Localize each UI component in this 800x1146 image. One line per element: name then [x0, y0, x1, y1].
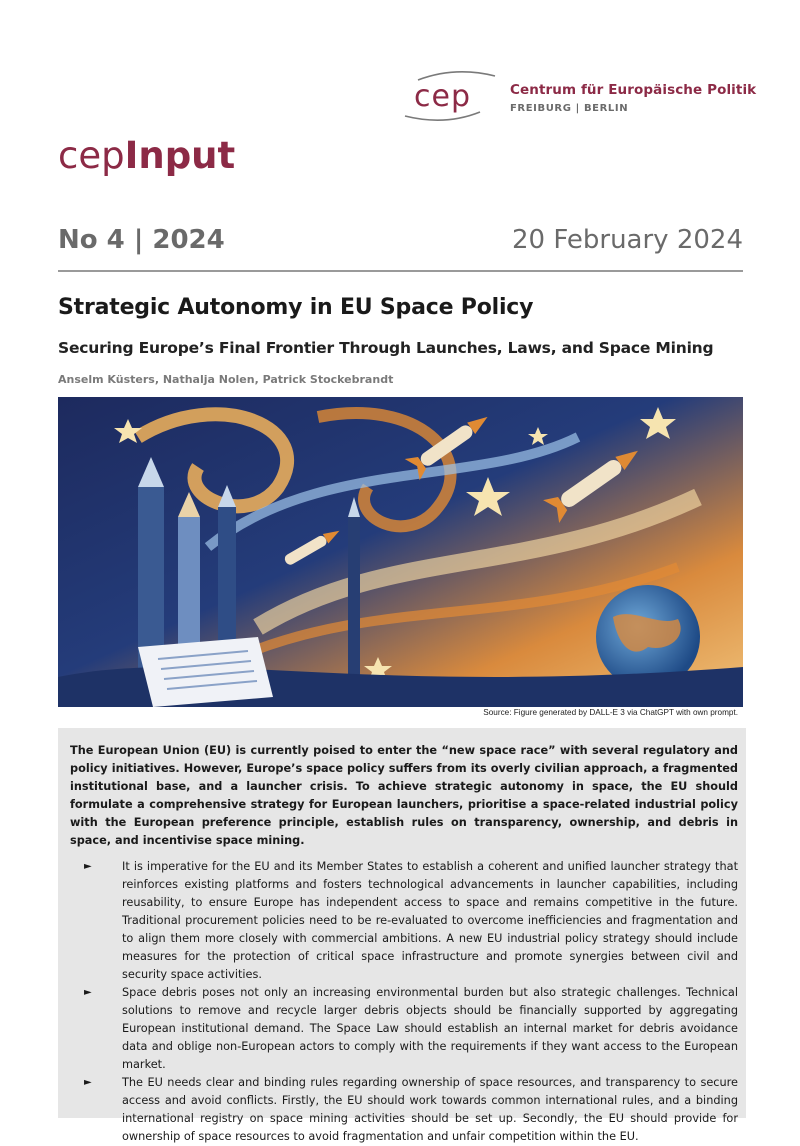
space-illustration-icon [58, 397, 743, 707]
list-item [70, 858, 738, 984]
cep-logo [400, 68, 757, 128]
bullet-arrow-icon: ► [84, 987, 92, 998]
cep-logo-mark [400, 68, 500, 128]
summary-points [70, 858, 738, 1146]
logo-mark-text: cep [414, 79, 471, 114]
summary-lead: The European Union (EU) is currently poised to enter the “new space race” with several regulatory and policy initiatives. However, Europe’s space policy suffers from its overly civilian approach, a fragmented institutional base, and a launcher crisis. To achieve strategic autonomy in space, the EU should formulate a comprehensive strategy for European launchers, prioritise a space-related industrial policy with the European preference principle, establish rules on transparency, ownership, and debris in space, and incentivise space mining. [70, 744, 738, 847]
issue-number: No 4 | 2024 [58, 225, 225, 255]
summary-box [58, 728, 746, 1143]
series-suffix: Input [124, 134, 236, 177]
cover-image [58, 397, 743, 707]
logo-text [510, 82, 756, 114]
divider [58, 270, 743, 272]
list-item [70, 984, 738, 1074]
authors: Anselm Küsters, Nathalja Nolen, Patrick Stockebrandt [58, 373, 394, 386]
organisation-cities: FREIBURG | BERLIN [510, 103, 629, 114]
series-title [58, 134, 235, 177]
bullet-arrow-icon: ► [84, 861, 92, 872]
point-text: Space debris poses not only an increasing environmental burden but also strategic challenges. Technical solutions to remove and recycle larger debris objects should be financially supported by aggregating European institutional demand. The Space Law should establish an internal market for debris avoidance data and oblige non-European actors to comply with the requirements if they want access to the European market. [122, 986, 738, 1071]
page-title: Strategic Autonomy in EU Space Policy [58, 295, 534, 320]
point-text: The EU needs clear and binding rules regarding ownership of space resources, and transparency to secure access and avoid conflicts. Firstly, the EU should work towards common international rules, and a binding international registry on space mining activities should be set up. Secondly, the EU should provide for ownership of space resources to avoid fragmentation and unfair competition within the EU. [122, 1076, 738, 1143]
issue-date: 20 February 2024 [512, 225, 743, 255]
list-item [70, 1074, 738, 1146]
page-subtitle: Securing Europe’s Final Frontier Through Launches, Laws, and Space Mining [58, 339, 714, 357]
image-source: Source: Figure generated by DALL-E 3 via ChatGPT with own prompt. [483, 708, 738, 717]
organisation-name: Centrum für Europäische Politik [510, 82, 757, 98]
series-prefix: cep [58, 134, 125, 177]
bullet-arrow-icon: ► [84, 1077, 92, 1088]
point-text: It is imperative for the EU and its Member States to establish a coherent and unified launcher strategy that reinforces existing platforms and fosters technological advancements in launcher capabilities, including reusability, to ensure Europe has independent access to space and remains competitive in the future. Traditional procurement policies need to be re-evaluated to overcome inefficiencies and fragmentation and to align them more closely with commercial ambitions. A new EU industrial policy strategy should include measures for the protection of critical space infrastructure and promote synergies between civil and security space activities. [122, 860, 738, 981]
